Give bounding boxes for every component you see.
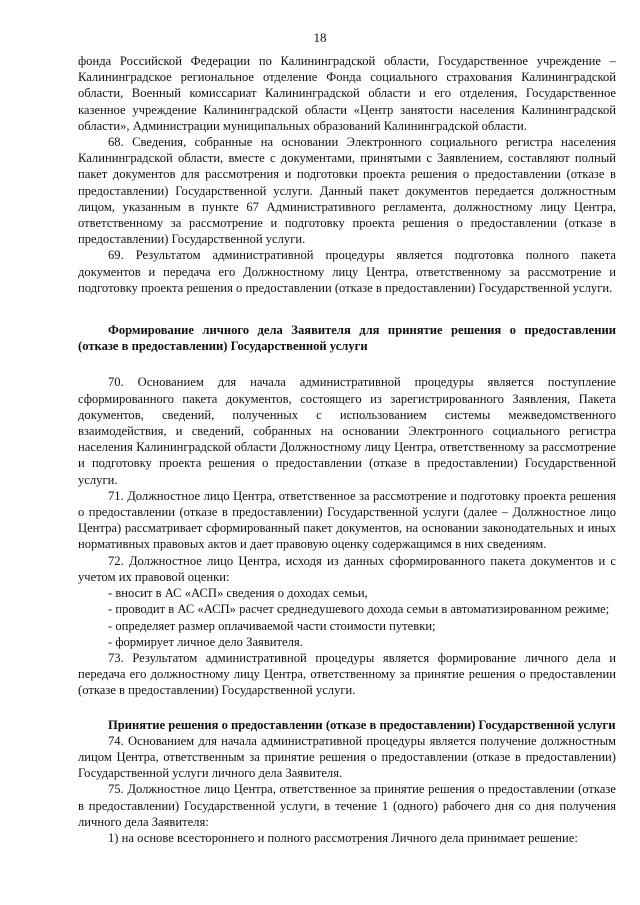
paragraph-70: 70. Основанием для начала административной процедуры является поступление сформированного пакета документов, состоящего из зарегистрированного Заявления, Пакета документов, сведений, полученных с использованием системы межведомственного взаимодействия, и сведений, собранных на основании Электронного социального регистра населения Калининградской области Должностному лицу Центра, ответственному за рассмотрение и подготовку проекта решения о предоставлении (отказе в предоставлении) Государственной услуги.	[78, 375, 616, 487]
section-heading-personal-file: Формирование личного дела Заявителя для принятие решения о предоставлении (отказе в предоставлении) Государственной услуги	[78, 323, 616, 354]
paragraph-74: 74. Основанием для начала административной процедуры является получение должностным лицом Центра, ответственным за принятие решения о предоставлении (отказе в предоставлении) Государственной услуги личного дела Заявителя.	[78, 733, 616, 781]
paragraph-73: 73. Результатом административной процедуры является формирование личного дела и передача его должностному лицу Центра, ответственному за принятие решения о предоставлении (отказе в предоставлении) Государственной услуги.	[78, 650, 616, 698]
spacer	[78, 296, 616, 322]
paragraph-72: 72. Должностное лицо Центра, исходя из данных сформированного пакета документов и с учетом их правовой оценки:	[78, 553, 616, 584]
list-item: - определяет размер оплачиваемой части стоимости путевки;	[108, 618, 436, 633]
list-item: - формирует личное дело Заявителя.	[108, 634, 303, 649]
list-item: - проводит в АС «АСП» расчет среднедушевого дохода семьи в автоматизированном режиме;	[108, 602, 610, 617]
paragraph-71: 71. Должностное лицо Центра, ответственное за рассмотрение и подготовку проекта решения о предоставлении (отказе в предоставлении) Государственной услуги (далее – Должностное лицо Центра) рассматривает сформированный пакет документов, на основании законодательных и иных нормативных правовых актов и дает правовую оценку содержащимся в них сведениям.	[78, 488, 616, 552]
paragraph-75-item-1: 1) на основе всестороннего и полного рассмотрения Личного дела принимает решение:	[108, 830, 578, 845]
section-heading-decision: Принятие решения о предоставлении (отказе в предоставлении) Государственной услуги	[108, 717, 616, 732]
paragraph-75: 75. Должностное лицо Центра, ответственное за принятие решения о предоставлении (отказе в предоставлении) Государственной услуги, в течение 1 (одного) рабочего дня со дня получения личного дела Заявителя:	[78, 782, 616, 829]
paragraph-69: 69. Результатом административной процедуры является подготовка полного пакета документов и передача его Должностному лицу Центра, ответственному за рассмотрение и подготовку проекта решения о предоставлении (отказе в предоставлении) Государственной услуги.	[78, 248, 616, 295]
page-number: 18	[313, 30, 327, 45]
spacer	[78, 354, 616, 374]
paragraph-68: 68. Сведения, собранные на основании Электронного социального регистра населения Калининградской области, вместе с документами, принятыми с Заявлением, составляют полный пакет документов для рассмотрения и подготовки проекта решения о предоставлении (отказе в предоставлении) Государственной услуги. Данный пакет документов передается должностным лицом, указанным в пункте 67 Административного регламента, должностному лицу Центра, ответственному за рассмотрение и подготовку проекта решения о предоставлении (отказе в предоставлении) Государственной услуги.	[78, 135, 616, 247]
spacer	[78, 699, 616, 717]
document-body	[78, 53, 616, 846]
list-item: - вносит в АС «АСП» сведения о доходах семьи,	[108, 586, 368, 601]
paragraph-continuation: фонда Российской Федерации по Калининградской области, Государственное учреждение – Калининградское региональное отделение Фонда социального страхования Калининградской области, Военный комиссариат Калининградской области и его отделения, Государственное казенное учреждение Калининградской области «Центр занятости населения Калининградской области», Администрации муниципальных образований Калининградской области.	[78, 54, 616, 133]
